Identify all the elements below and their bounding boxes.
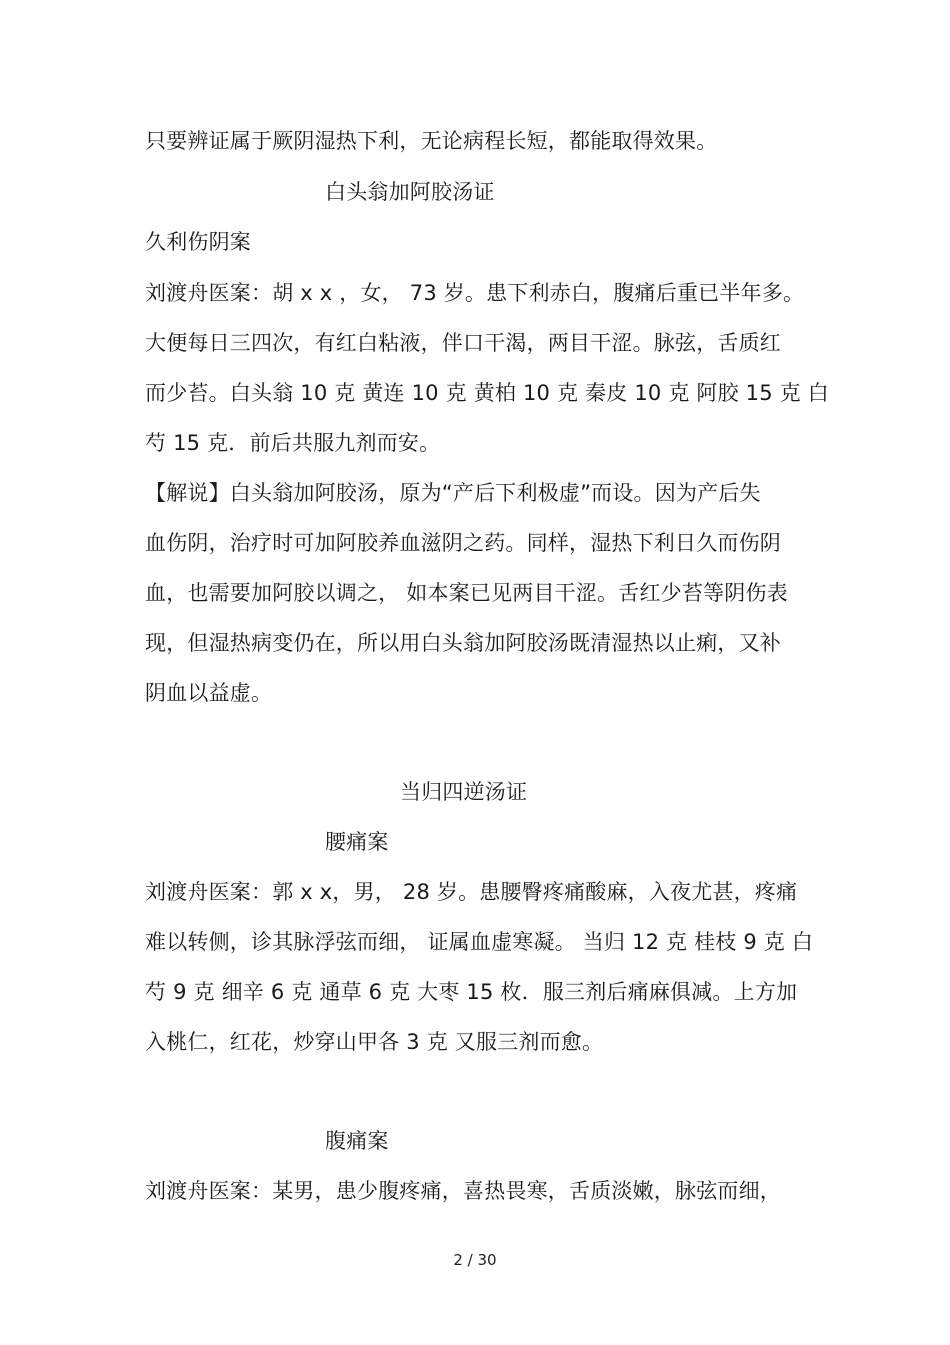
paragraph-line: 入桃仁，红花，炒穿山甲各 3 克 又服三剂而愈。 — [145, 1030, 604, 1054]
paragraph-line: 刘渡舟医案：某男，患少腹疼痛，喜热畏寒，舌质淡嫩，脉弦而细， — [145, 1179, 781, 1203]
paragraph-line: 难以转侧，诊其脉浮弦而细， 证属血虚寒凝。 当归 12 克 桂枝 9 克 白 — [145, 930, 814, 954]
paragraph-line: 阴血以益虚。 — [145, 681, 273, 705]
paragraph-line: 芍 9 克 细辛 6 克 通草 6 克 大枣 15 枚．服三剂后痛麻俱减。上方加 — [145, 980, 798, 1004]
paragraph-line: 芍 15 克．前后共服九剂而安。 — [145, 431, 441, 455]
case-title: 久利伤阴案 — [145, 230, 251, 254]
section-heading: 当归四逆汤证 — [400, 780, 528, 804]
paragraph-line: 而少苔。白头翁 10 克 黄连 10 克 黄柏 10 克 秦皮 10 克 阿胶 15 克 白 — [145, 381, 829, 405]
paragraph-line: 只要辨证属于厥阴湿热下利，无论病程长短，都能取得效果。 — [145, 129, 718, 153]
case-title: 腰痛案 — [325, 830, 389, 854]
paragraph-line: 大便每日三四次，有红白粘液，伴口干渴，两目干涩。脉弦，舌质红 — [145, 331, 781, 355]
paragraph-line: 血，也需要加阿胶以调之， 如本案已见两目干涩。舌红少苔等阴伤表 — [145, 581, 788, 605]
paragraph-line: 血伤阴，治疗时可加阿胶养血滋阴之药。同样，湿热下利日久而伤阴 — [145, 531, 781, 555]
paragraph-line: 刘渡舟医案：胡 x x ，女， 73 岁。患下利赤白，腹痛后重已半年多。 — [145, 281, 805, 305]
page-number: 2 / 30 — [453, 1251, 497, 1269]
paragraph-line: 【解说】白头翁加阿胶汤，原为“产后下利极虚”而设。因为产后失 — [145, 481, 761, 505]
section-heading: 白头翁加阿胶汤证 — [325, 180, 495, 204]
case-title: 腹痛案 — [325, 1129, 389, 1153]
paragraph-line: 刘渡舟医案：郭 x x，男， 28 岁。患腰臀疼痛酸麻，入夜尤甚，疼痛 — [145, 880, 798, 904]
paragraph-line: 现，但湿热病变仍在，所以用白头翁加阿胶汤既清湿热以止痢，又补 — [145, 631, 781, 655]
